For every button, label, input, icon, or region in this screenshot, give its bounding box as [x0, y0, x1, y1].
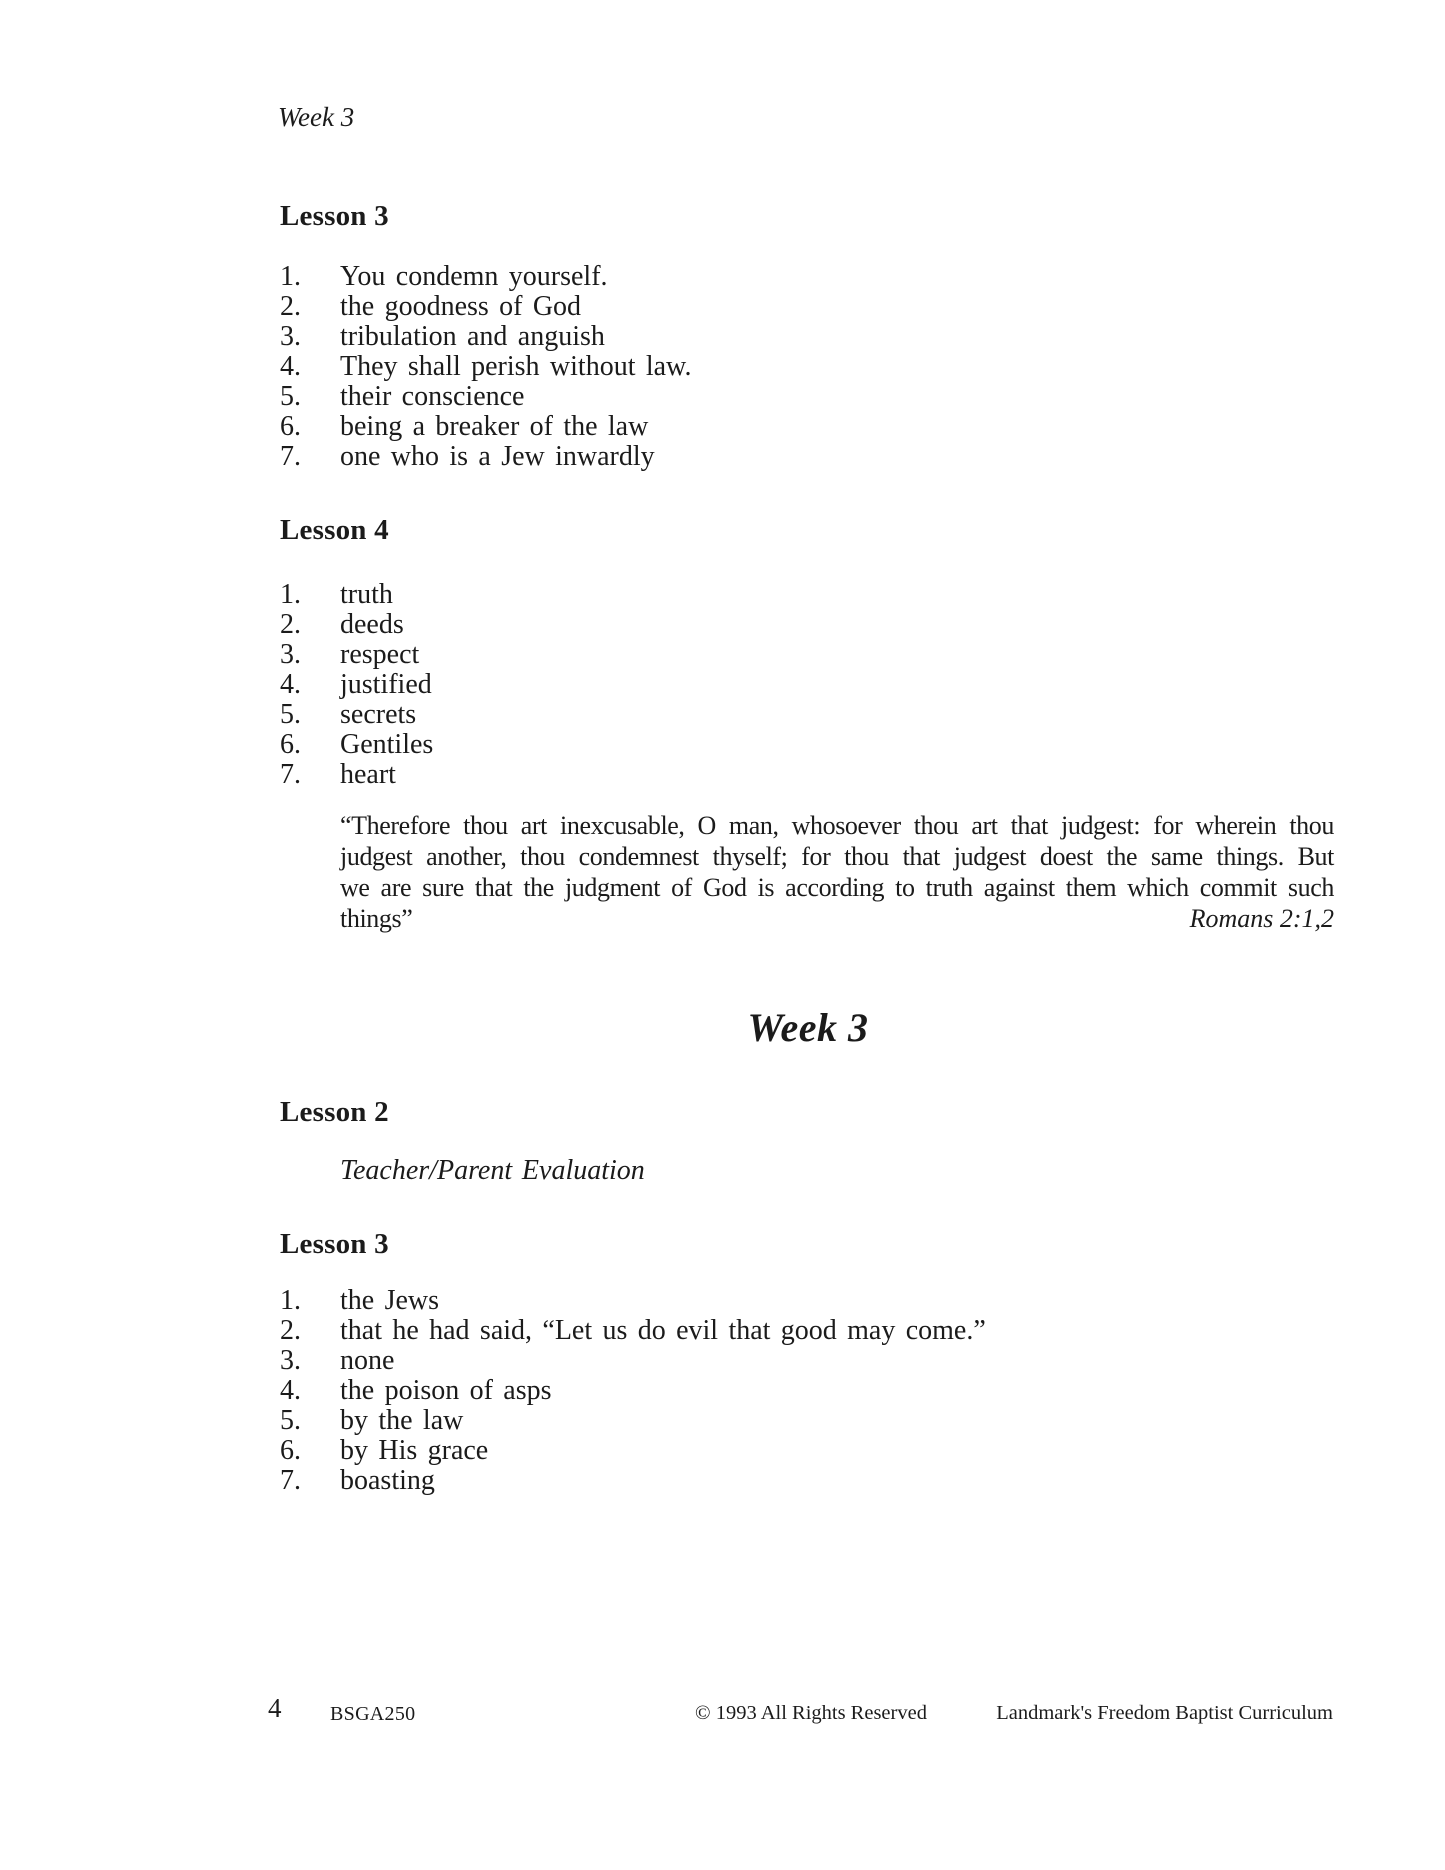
answer-list-item	[280, 1466, 1336, 1496]
answer-list-item	[280, 730, 1336, 760]
teacher-parent-evaluation-note: Teacher/Parent Evaluation	[340, 1155, 645, 1186]
item-number: 2.	[280, 291, 301, 322]
scripture-reference: Romans 2:1,2	[1189, 904, 1334, 933]
item-number: 7.	[280, 1465, 301, 1496]
item-number: 6.	[280, 1435, 301, 1466]
page-number: 4	[268, 1693, 282, 1723]
item-number: 4.	[280, 351, 301, 382]
item-text: You condemn yourself.	[340, 261, 608, 292]
answer-list-item	[280, 262, 1336, 292]
answer-list-item	[280, 352, 1336, 382]
item-number: 7.	[280, 441, 301, 472]
item-number: 4.	[280, 1375, 301, 1406]
week-heading-wrap	[280, 1006, 1336, 1050]
item-text: being a breaker of the law	[340, 411, 649, 442]
item-number: 7.	[280, 759, 301, 790]
quote-lines	[340, 810, 1334, 903]
item-text: one who is a Jew inwardly	[340, 441, 655, 472]
answer-list-item	[280, 610, 1336, 640]
item-number: 1.	[280, 1285, 301, 1316]
answer-list-item	[280, 412, 1336, 442]
footer-copyright: © 1993 All Rights Reserved	[695, 1702, 927, 1724]
item-text: heart	[340, 759, 396, 790]
item-number: 5.	[280, 381, 301, 412]
item-text: tribulation and anguish	[340, 321, 605, 352]
item-text: by His grace	[340, 1435, 489, 1466]
item-text: the goodness of God	[340, 291, 582, 322]
quote-line: judgest another, thou condemnest thyself; for thou that judgest doest the same things. But	[340, 842, 1334, 871]
answer-list-item	[280, 382, 1336, 412]
item-text: respect	[340, 639, 420, 670]
item-number: 6.	[280, 411, 301, 442]
lesson-4-week2-answer-list	[280, 580, 1336, 790]
item-text: none	[340, 1345, 395, 1376]
answer-list-item	[280, 670, 1336, 700]
answer-list-item	[280, 1406, 1336, 1436]
lesson-3-week2-heading: Lesson 3	[280, 200, 389, 232]
answer-list-item	[280, 1346, 1336, 1376]
answer-list-item	[280, 760, 1336, 790]
lesson-3-week2-answer-list	[280, 262, 1336, 472]
lesson-3-week3-heading: Lesson 3	[280, 1228, 389, 1260]
running-head: Week 3	[278, 102, 355, 132]
answer-list-item	[280, 1376, 1336, 1406]
item-number: 5.	[280, 699, 301, 730]
scripture-quote	[340, 810, 1334, 934]
answer-list-item	[280, 580, 1336, 610]
item-text: the poison of asps	[340, 1375, 552, 1406]
answer-list-item	[280, 1286, 1336, 1316]
item-text: They shall perish without law.	[340, 351, 692, 382]
answer-list-item	[280, 322, 1336, 352]
answer-list-item	[280, 442, 1336, 472]
footer-code: BSGA250	[330, 1703, 416, 1725]
answer-list-item	[280, 700, 1336, 730]
item-number: 6.	[280, 729, 301, 760]
item-text: the Jews	[340, 1285, 440, 1316]
item-text: deeds	[340, 609, 404, 640]
answer-list-item	[280, 1316, 1336, 1346]
quote-line: “Therefore thou art inexcusable, O man, whosoever thou art that judgest: for wherein thou	[340, 811, 1334, 840]
quote-last-line	[340, 903, 1334, 934]
lesson-2-week3-heading: Lesson 2	[280, 1096, 389, 1128]
item-text: that he had said, “Let us do evil that good may come.”	[340, 1315, 986, 1346]
item-text: their conscience	[340, 381, 525, 412]
item-number: 1.	[280, 261, 301, 292]
item-number: 2.	[280, 1315, 301, 1346]
item-text: boasting	[340, 1465, 435, 1496]
item-text: justified	[340, 669, 432, 700]
item-number: 3.	[280, 639, 301, 670]
item-number: 1.	[280, 579, 301, 610]
item-number: 3.	[280, 321, 301, 352]
item-number: 2.	[280, 609, 301, 640]
week-3-heading: Week 3	[747, 1005, 869, 1050]
item-text: secrets	[340, 699, 417, 730]
answer-list-item	[280, 292, 1336, 322]
quote-line: we are sure that the judgment of God is according to truth against them which commit such	[340, 873, 1334, 902]
item-number: 4.	[280, 669, 301, 700]
answer-list-item	[280, 640, 1336, 670]
answer-list-item	[280, 1436, 1336, 1466]
footer-publisher: Landmark's Freedom Baptist Curriculum	[996, 1702, 1333, 1724]
quote-closing-text: things”	[340, 904, 413, 933]
item-text: Gentiles	[340, 729, 434, 760]
item-number: 5.	[280, 1405, 301, 1436]
lesson-3-week3-answer-list	[280, 1286, 1336, 1496]
item-text: by the law	[340, 1405, 464, 1436]
lesson-4-week2-heading: Lesson 4	[280, 514, 389, 546]
item-number: 3.	[280, 1345, 301, 1376]
item-text: truth	[340, 579, 393, 610]
